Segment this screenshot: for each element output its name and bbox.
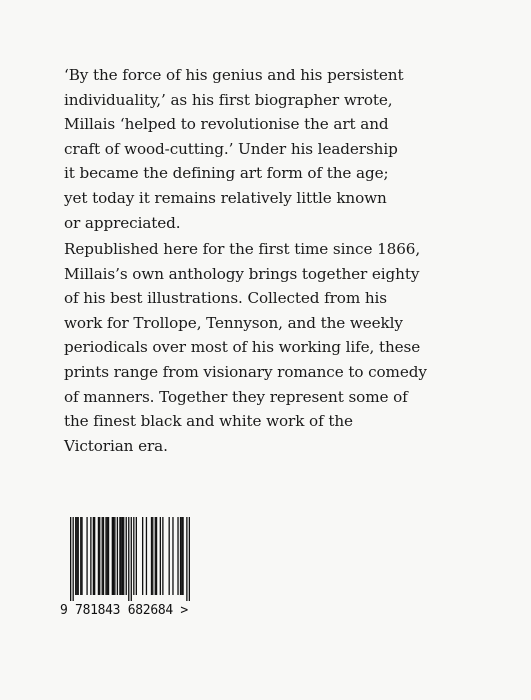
barcode-bar: [114, 517, 115, 595]
barcode-bar: [186, 517, 187, 601]
barcode-bar: [75, 517, 76, 595]
barcode-bar: [73, 517, 74, 601]
text-line: Millais ‘helped to revolutionise the art and: [64, 115, 389, 134]
barcode-bar: [169, 517, 170, 595]
barcode-bar: [131, 517, 132, 601]
barcode-bar: [177, 517, 178, 595]
barcode-bar: [133, 517, 134, 595]
text-line: or appreciated.: [64, 213, 181, 232]
barcode-bar: [126, 517, 127, 595]
barcode-bar: [121, 517, 122, 595]
text-line: individuality,’ as his first biographer wrote,: [64, 90, 393, 109]
barcode-bar: [172, 517, 173, 595]
barcode-bar: [155, 517, 156, 595]
blurb-paragraph-2: [64, 237, 427, 458]
text-line: of his best illustrations. Collected from his: [64, 289, 387, 308]
barcode-bar: [181, 517, 182, 595]
barcode-bar: [99, 517, 100, 595]
barcode-bar: [108, 517, 109, 595]
text-line: Millais’s own anthology brings together eighty: [64, 264, 420, 283]
barcode-bar: [76, 517, 77, 595]
barcode-bar: [142, 517, 143, 595]
barcode-bar: [80, 517, 81, 595]
barcode-bars: [70, 517, 190, 601]
barcode-bar: [112, 517, 113, 595]
barcode-bar: [182, 517, 183, 595]
text-line: Republished here for the first time since 1866,: [64, 240, 421, 258]
barcode-bar: [128, 517, 129, 601]
barcode-bar: [81, 517, 82, 595]
barcode-bar: [105, 517, 106, 595]
text-line: yet today it remains relatively little known: [64, 188, 387, 207]
barcode-bar: [180, 517, 181, 595]
isbn-barcode: [60, 517, 200, 618]
isbn-digits: 9 781843 682684 >: [60, 603, 188, 618]
barcode-bar: [189, 517, 190, 601]
barcode-bar: [136, 517, 137, 595]
text-line: it became the defining art form of the age;: [64, 164, 389, 183]
text-line: periodicals over most of his working life, these: [64, 338, 421, 357]
barcode-bar: [119, 517, 120, 595]
barcode-bar: [160, 517, 161, 595]
barcode-bar: [86, 517, 87, 595]
barcode-bar: [102, 517, 103, 595]
barcode-bar: [107, 517, 108, 595]
text-line: ‘By the force of his genius and his persistent: [64, 66, 404, 84]
barcode-bar: [123, 517, 124, 595]
barcode-bar: [90, 517, 91, 595]
text-line: prints range from visionary romance to comedy: [64, 362, 427, 381]
text-line: the finest black and white work of the: [64, 412, 353, 431]
text-line: Victorian era.: [64, 436, 168, 455]
barcode-bar: [151, 517, 152, 595]
barcode-bar: [146, 517, 147, 595]
barcode-bar: [152, 517, 153, 595]
barcode-bar: [117, 517, 118, 595]
barcode-bar: [78, 517, 79, 595]
barcode-bar: [94, 517, 95, 595]
blurb-paragraph-1: [64, 63, 424, 235]
barcode-bar: [70, 517, 71, 601]
barcode-bar: [98, 517, 99, 595]
text-line: work for Trollope, Tennyson, and the weekly: [64, 313, 403, 332]
barcode-bar: [162, 517, 163, 595]
text-line: craft of wood-cutting.’ Under his leadership: [64, 139, 398, 158]
barcode-bar: [156, 517, 157, 595]
text-line: of manners. Together they represent some of: [64, 387, 408, 406]
barcode-bar: [113, 517, 114, 595]
barcode-bar: [103, 517, 104, 595]
barcode-bar: [122, 517, 123, 595]
barcode-bar: [93, 517, 94, 595]
